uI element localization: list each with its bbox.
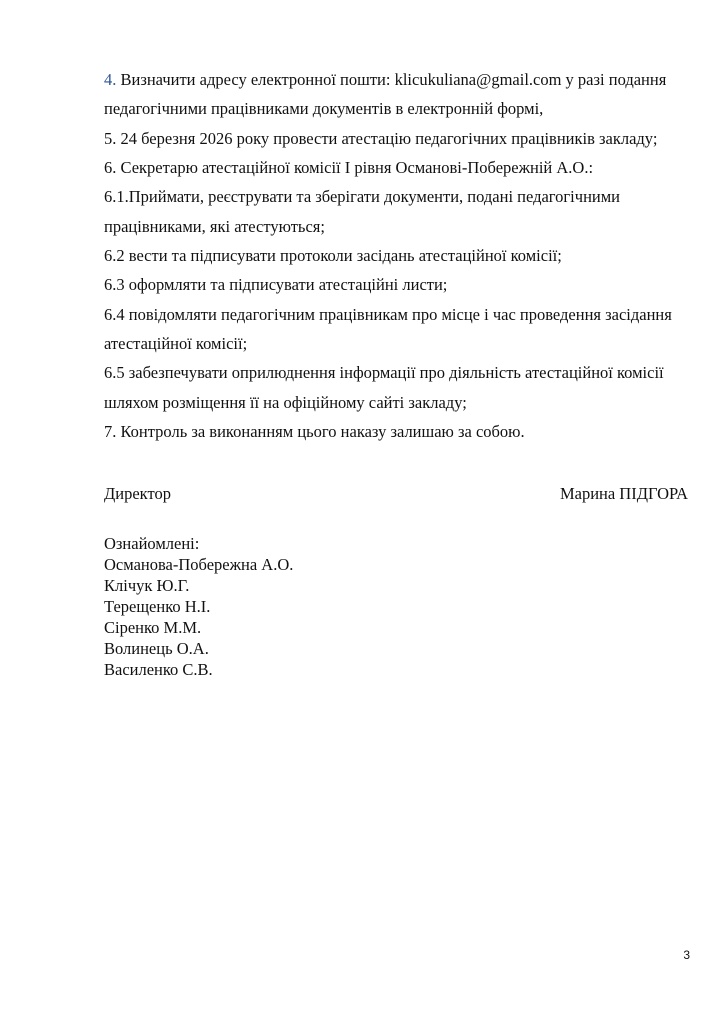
item-7: 7. Контроль за виконанням цього наказу залишаю за собою. — [104, 422, 525, 441]
signature-position: Директор — [104, 484, 171, 503]
item-6-3: 6.3 оформляти та підписувати атестаційні листи; — [104, 275, 448, 294]
item-4-text: Визначити адресу електронної пошти: klicukuliana@gmail.com у разі подання — [116, 70, 667, 89]
signature-name: Марина ПІДГОРА — [559, 484, 688, 503]
item-6: 6. Секретарю атестаційної комісії І рівня Османові-Побережній А.О.: — [104, 158, 594, 177]
acknowledged-name: Сіренко М.М. — [104, 618, 202, 637]
acknowledged-list — [104, 533, 293, 680]
item-4-line-2: педагогічними працівниками документів в електронній формі, — [104, 99, 544, 118]
item-6-4-line-2: атестаційної комісії; — [104, 334, 248, 353]
item-6-5-line-1: 6.5 забезпечувати оприлюднення інформації про діяльність атестаційної комісії — [104, 363, 664, 382]
item-6-1-line-2: працівниками, які атестуються; — [104, 217, 325, 236]
acknowledged-name: Василенко С.В. — [104, 660, 213, 679]
signature-row — [104, 485, 688, 503]
acknowledged-heading: Ознайомлені: — [104, 534, 200, 553]
item-6-4-line-1: 6.4 повідомляти педагогічним працівникам про місце і час проведення засідання — [104, 305, 672, 324]
page-number: 3 — [683, 948, 690, 962]
item-6-1-line-1: 6.1.Приймати, реєструвати та зберігати документи, подані педагогічними — [104, 187, 620, 206]
item-6-5-line-2: шляхом розміщення її на офіційному сайті закладу; — [104, 393, 467, 412]
item-4-number: 4. — [104, 70, 117, 89]
acknowledged-name: Волинець О.А. — [104, 639, 209, 658]
item-4-line-1 — [104, 71, 686, 89]
acknowledged-name: Клічук Ю.Г. — [104, 576, 190, 595]
item-5: 5. 24 березня 2026 року провести атестацію педагогічних працівників закладу; — [104, 129, 658, 148]
acknowledged-name: Терещенко Н.І. — [104, 597, 211, 616]
item-6-2: 6.2 вести та підписувати протоколи засідань атестаційної комісії; — [104, 246, 562, 265]
acknowledged-name: Османова-Побережна А.О. — [104, 555, 294, 574]
